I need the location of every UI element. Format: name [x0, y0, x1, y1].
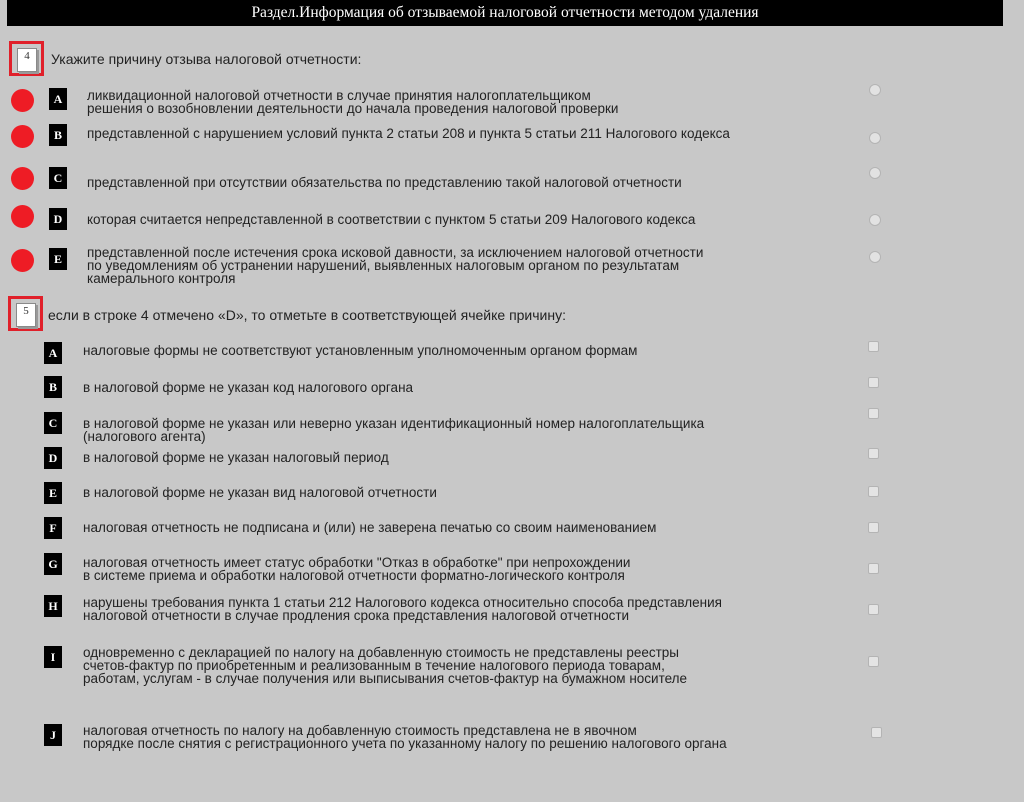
row4-option-b-text: представленной с нарушением условий пункта 2 статьи 208 и пункта 5 статьи 211 Налогового кодекса [87, 126, 730, 141]
row4-letter-d: D [49, 208, 67, 230]
row5-letter-a: A [44, 342, 62, 364]
row4-marker-dot-e [11, 249, 34, 272]
row4-marker-dot-b [11, 125, 34, 148]
row5-option-i-checkbox[interactable] [868, 656, 879, 667]
row5-option-d-text: в налоговой форме не указан налоговый период [83, 450, 389, 465]
row4-marker-dot-c [11, 167, 34, 190]
row5-number-field[interactable]: 5 [16, 303, 36, 327]
row4-number-highlight [9, 41, 44, 76]
section-title-bar [7, 0, 1003, 26]
row4-letter-c: C [49, 167, 67, 189]
row5-option-h-text: нарушены требования пункта 1 статьи 212 Налогового кодекса относительно способа представления налоговой отчетности в случае продления срока представления налоговой отчетности [83, 595, 722, 623]
row4-option-a-text: ликвидационной налоговой отчетности в случае принятия налогоплательщиком решения о возобновлении деятельности до начала проведения налоговой проверки [87, 88, 619, 116]
row5-letter-f: F [44, 517, 62, 539]
row5-option-h-checkbox[interactable] [868, 604, 879, 615]
row5-letter-d: D [44, 447, 62, 469]
row4-number-field[interactable]: 4 [17, 48, 37, 72]
row5-option-b-checkbox[interactable] [868, 377, 879, 388]
row4-letter-b: B [49, 124, 67, 146]
row5-option-j-checkbox[interactable] [871, 727, 882, 738]
section-title: Раздел.Информация об отзываемой налоговой отчетности методом удаления [251, 4, 759, 21]
row5-letter-h: H [44, 595, 62, 617]
row5-option-c-text: в налоговой форме не указан или неверно указан идентификационный номер налогоплательщика (налогового агента) [83, 416, 705, 444]
row5-option-e-checkbox[interactable] [868, 486, 879, 497]
row4-option-c-radio[interactable] [869, 167, 881, 179]
row4-letter-a: A [49, 88, 67, 110]
row4-option-a-radio[interactable] [869, 84, 881, 96]
row5-question: если в строке 4 отмечено «D», то отметьте в соответствующей ячейке причину: [48, 307, 566, 323]
row4-marker-dot-a [11, 89, 34, 112]
row5-option-g-text: налоговая отчетность имеет статус обработки "Отказ в обработке" при непрохождении в системе приема и обработки налоговой отчетности форматно-логического контроля [83, 555, 631, 583]
row5-letter-j: J [44, 724, 62, 746]
row5-option-a-checkbox[interactable] [868, 341, 879, 352]
row5-option-f-checkbox[interactable] [868, 522, 879, 533]
row5-option-j-text: налоговая отчетность по налогу на добавленную стоимость представлена не в явочном порядке после снятия с регистрационного учета по указанному налогу по решению налогового органа [83, 723, 727, 751]
row4-option-e-radio[interactable] [869, 251, 881, 263]
row5-option-i-text: одновременно с декларацией по налогу на добавленную стоимость не представлены реестры счетов-фактур по приобретенным и реализованным в течение налогового периода товарам, работам, услугам - в случае получения или выписывания счетов-фактур на бумажном носителе [83, 645, 688, 686]
row4-marker-dot-d [11, 205, 34, 228]
row5-option-e-text: в налоговой форме не указан вид налоговой отчетности [83, 485, 437, 500]
row5-option-b-text: в налоговой форме не указан код налогового органа [83, 380, 414, 395]
row4-option-d-radio[interactable] [869, 214, 881, 226]
row5-letter-c: C [44, 412, 62, 434]
row5-option-g-checkbox[interactable] [868, 563, 879, 574]
row4-option-c-text: представленной при отсутствии обязательства по представлению такой налоговой отчетности [87, 175, 682, 190]
row5-option-d-checkbox[interactable] [868, 448, 879, 459]
row5-option-c-checkbox[interactable] [868, 408, 879, 419]
row4-option-b-radio[interactable] [869, 132, 881, 144]
row5-letter-e: E [44, 482, 62, 504]
row5-option-a-text: налоговые формы не соответствуют установленным уполномоченным органом формам [83, 343, 638, 358]
row5-letter-i: I [44, 646, 62, 668]
row4-option-e-text: представленной после истечения срока исковой давности, за исключением налоговой отчетности по уведомлениям об устранении нарушений, выявленных налоговым органом по результатам камерального контроля [87, 245, 704, 286]
row5-letter-b: B [44, 376, 62, 398]
row5-letter-g: G [44, 553, 62, 575]
row4-letter-e: E [49, 248, 67, 270]
row4-option-d-text: которая считается непредставленной в соответствии с пунктом 5 статьи 209 Налогового кодекса [87, 212, 696, 227]
row4-question: Укажите причину отзыва налоговой отчетности: [51, 51, 362, 67]
row5-number-highlight [8, 296, 43, 331]
row5-option-f-text: налоговая отчетность не подписана и (или) не заверена печатью со своим наименованием [83, 520, 657, 535]
